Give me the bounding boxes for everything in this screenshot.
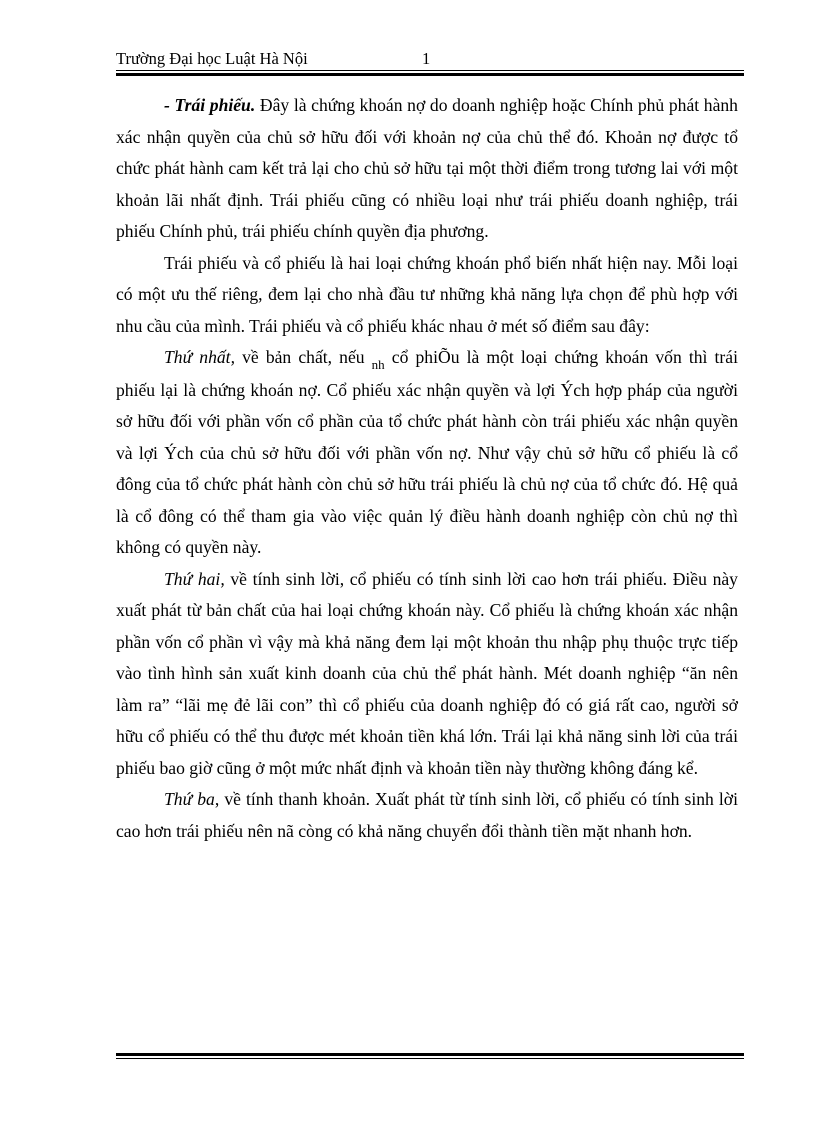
paragraph-text: Trái phiếu và cổ phiếu là hai loại chứng khoán phổ biến nhất hiện nay. Mỗi loại có một ưu thế riêng, đem lại cho nhà đầu tư những khả năng lựa chọn để phù hợp với nhu cầu của mình. Trái phiếu và cổ phiếu khác nhau ở mét số điểm sau đây:	[116, 252, 738, 336]
paragraph-thu-ba	[116, 784, 738, 847]
header-rule-thin	[116, 70, 744, 71]
paragraph-text: về bản chất, nếu	[234, 347, 372, 367]
term-trai-phieu: Trái phiếu.	[174, 95, 256, 115]
paragraph-text: Đây là chứng khoán nợ do doanh nghiệp hoặc Chính phủ phát hành xác nhận quyền của chủ sở hữu đối với khoản nợ của chủ thể đó. Khoản nợ được tổ chức phát hành cam kết trả lại cho chủ sở hữu tại một thời điểm trong tương lai với một khoản lãi nhất định. Trái phiếu cũng có nhiều loại như trái phiếu doanh nghiệp, trái phiếu Chính phủ, trái phiếu chính quyền địa phương.	[116, 95, 738, 241]
footer-rule-thick	[116, 1053, 744, 1056]
paragraph-thu-nhat	[116, 342, 738, 564]
paragraph-text: về tính sinh lời, cổ phiếu có tính sinh lời cao hơn trái phiếu. Điều này xuất phát từ bản chất của hai loại chứng khoán này. Cổ phiếu là chứng khoán xác nhận phần vốn cổ phần vì vậy mà khả năng đem lại một khoản thu nhập phụ thuộc trực tiếp vào tình hình sản xuất kinh doanh của chủ thể phát hành. Mét doanh nghiệp “ăn nên làm ra” “lãi mẹ đẻ lãi con” thì cổ phiếu của doanh nghiệp đó có giá rất cao, người sở hữu cổ phiếu có thể thu được mét khoản tiền khá lớn. Trái lại khả năng sinh lời của trái phiếu bao giờ cũng ở một mức nhất định và khoản tiền này thường không đáng kể.	[116, 568, 738, 778]
lead-dash: -	[164, 95, 175, 115]
header-page-number: 1	[422, 49, 431, 68]
paragraph-thu-hai	[116, 564, 738, 785]
header-rule-thick	[116, 73, 744, 76]
paragraph-text: cổ phiÕu là một loại chứng khoán vốn thì trái phiếu lại là chứng khoán nợ. Cổ phiếu xác nhận quyền và lợi Ých hợp pháp của người sở hữu đối với phần vốn cổ phần của tổ chức phát hành còn trái phiếu xác nhận quyền và lợi Ých của chủ sở hữu đối với phần vốn nợ. Như vậy chủ sở hữu cổ phiếu là cổ đông của tổ chức phát hành còn chủ sở hữu trái phiếu là chủ nợ của tổ chức đó. Hệ quả là cổ đông có thể tham gia vào việc quản lý điều hành doanh nghiệp còn chủ nợ thì không có quyền này.	[116, 347, 738, 557]
term-thu-hai: Thứ hai,	[164, 568, 225, 589]
header-school-name: Trường Đại học Luật Hà Nội	[116, 49, 308, 68]
footer-rule-thin	[116, 1058, 744, 1059]
paragraph-text: , về tính thanh khoản. Xuất phát từ tính sinh lời, cổ phiếu có tính sinh lời cao hơn trái phiếu nên nã còng có khả năng chuyển đổi thành tiền mặt nhanh hơn.	[116, 789, 738, 841]
document-body	[116, 90, 738, 847]
term-thu-nhat: Thứ nhất,	[164, 347, 235, 367]
term-thu-ba: Thứ ba	[164, 789, 215, 809]
paragraph-trai-phieu	[116, 90, 738, 248]
paragraph-comparison-intro	[116, 248, 738, 343]
stray-subscript-text: nh	[371, 357, 385, 372]
